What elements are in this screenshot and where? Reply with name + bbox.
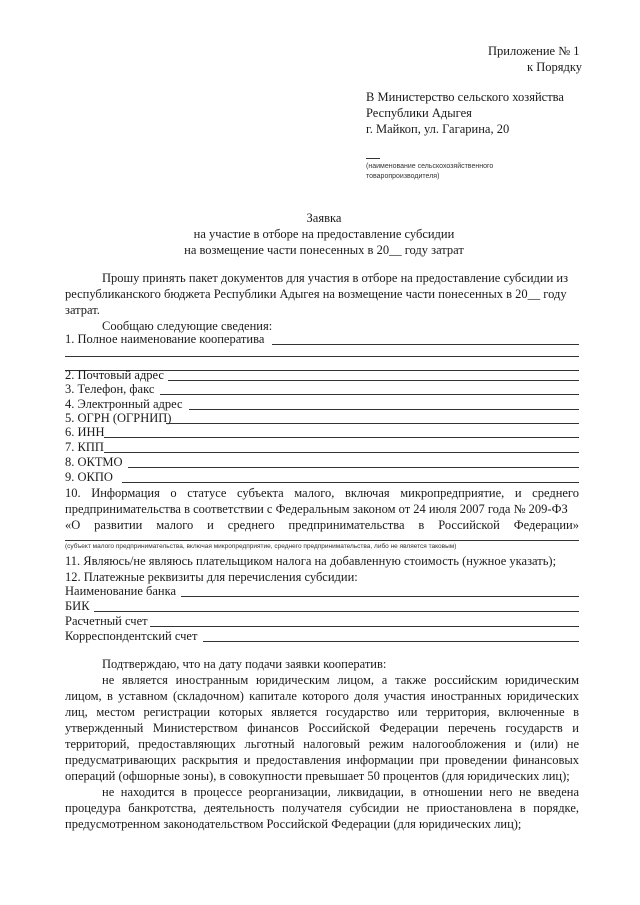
intro-line3: затрат. xyxy=(65,303,100,317)
item10-line3: «О развитии малого и среднего предпринимательства в Российской Федерации» xyxy=(65,518,579,532)
field-inn-label: 6. ИНН xyxy=(65,425,105,439)
confirm-p2-line2: процедура банкротства, деятельность получателя субсидии не приостановлена в порядке, xyxy=(65,801,579,815)
applicant-name-line[interactable] xyxy=(366,158,380,159)
confirm-p1-line2: лицом, в уставном (складочном) капитале которого доля участия иностранных юридических xyxy=(65,689,579,703)
confirm-p2-line1: не находится в процессе реорганизации, ликвидации, в отношении него не введена xyxy=(102,785,579,799)
field-kpp-label: 7. КПП xyxy=(65,440,104,454)
doc-subtitle-2: на возмещение части понесенных в 20__ году затрат xyxy=(184,243,464,257)
applicant-caption-line2: товаропроизводителя) xyxy=(366,173,440,180)
field-okpo-input[interactable] xyxy=(122,482,579,483)
field-phone-input[interactable] xyxy=(160,394,579,395)
field-phone-label: 3. Телефон, факс xyxy=(65,382,155,396)
item12-title: 12. Платежные реквизиты для перечисления субсидии: xyxy=(65,570,358,584)
confirm-p1-line1: не является иностранным юридическим лицом, а также российским юридическим xyxy=(102,673,579,687)
field-ogrn-label: 5. ОГРН (ОГРНИП) xyxy=(65,411,172,425)
field-postal-label: 2. Почтовый адрес xyxy=(65,368,164,382)
field-okpo-label: 9. ОКПО xyxy=(65,470,113,484)
appendix-order: к Порядку xyxy=(527,60,582,74)
bik-label: БИК xyxy=(65,599,90,613)
bank-name-input[interactable] xyxy=(181,596,579,597)
field-full-name-label: 1. Полное наименование кооператива xyxy=(65,332,265,346)
corr-account-label: Корреспондентский счет xyxy=(65,629,198,643)
confirm-p1-line6: предусматривающих раскрытия и предоставления информации при проведении финансовых xyxy=(65,753,579,767)
addressee-line1: В Министерство сельского хозяйства xyxy=(366,90,564,104)
field-email-input[interactable] xyxy=(189,409,579,410)
field-ogrn-input[interactable] xyxy=(166,423,579,424)
confirm-p1-line4: утвержденный Министерством финансов Российской Федерации перечень государств и xyxy=(65,721,579,735)
corr-account-input[interactable] xyxy=(203,641,579,642)
item10-status-input[interactable] xyxy=(65,540,579,541)
confirm-p2-line3: предусмотренном законодательством Российской Федерации (для юридических лиц); xyxy=(65,817,522,831)
field-full-name-input-2[interactable] xyxy=(65,356,579,357)
item11-vat: 11. Являюсь/не являюсь плательщиком налога на добавленную стоимость (нужное указать); xyxy=(65,554,557,568)
appendix-number: Приложение № 1 xyxy=(488,44,580,58)
item10-line2: предпринимательства в соответствии с Федеральным законом от 24 июля 2007 года № 209-ФЗ xyxy=(65,502,568,516)
item10-caption: (субъект малого предпринимательства, включая микропредприятие, среднего предпринимательства, либо не является таковым) xyxy=(65,543,457,550)
confirm-p1-line3: лиц, местом регистрации которых является государство или территория, включенные в xyxy=(65,705,579,719)
field-oktmo-label: 8. ОКТМО xyxy=(65,455,123,469)
bank-name-label: Наименование банка xyxy=(65,584,177,598)
field-postal-input[interactable] xyxy=(168,380,579,381)
intro-line4: Сообщаю следующие сведения: xyxy=(102,319,273,333)
addressee-line2: Республики Адыгея xyxy=(366,106,472,120)
field-kpp-input[interactable] xyxy=(104,452,579,453)
doc-title: Заявка xyxy=(306,211,342,225)
account-label: Расчетный счет xyxy=(65,614,148,628)
addressee-line3: г. Майкоп, ул. Гагарина, 20 xyxy=(366,122,510,136)
field-email-label: 4. Электронный адрес xyxy=(65,397,183,411)
intro-line1: Прошу принять пакет документов для участия в отборе на предоставление субсидии из xyxy=(102,271,569,285)
field-inn-input[interactable] xyxy=(104,437,579,438)
field-oktmo-input[interactable] xyxy=(128,467,579,468)
item10-line1: 10. Информация о статусе субъекта малого, включая микропредприятие, и среднего xyxy=(65,486,579,500)
confirm-p1-line5: территорий, предоставляющих льготный налоговый режим налогообложения и (или) не xyxy=(65,737,579,751)
confirm-p1-line7: операций (офшорные зоны), в совокупности превышает 50 процентов (для юридических лиц); xyxy=(65,769,570,783)
applicant-caption-line1: (наименование сельскохозяйственного xyxy=(366,163,494,170)
doc-subtitle-1: на участие в отборе на предоставление субсидии xyxy=(193,227,455,241)
field-full-name-input[interactable] xyxy=(272,344,579,345)
confirm-intro: Подтверждаю, что на дату подачи заявки кооператив: xyxy=(102,657,387,671)
bik-input[interactable] xyxy=(94,611,579,612)
intro-line2: республиканского бюджета Республики Адыгея на возмещение части понесенных в 20__ году xyxy=(65,287,567,301)
account-input[interactable] xyxy=(150,626,579,627)
